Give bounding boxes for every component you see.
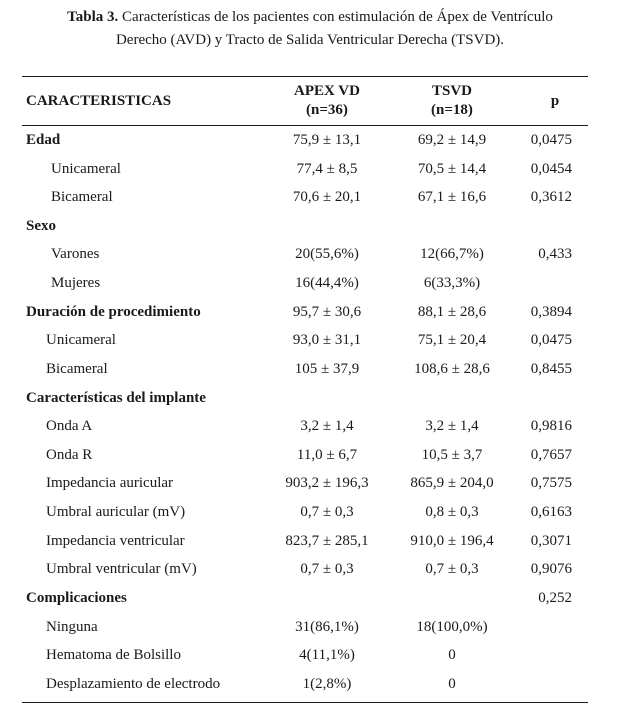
- table-row: [0, 469, 620, 498]
- tsvd-value: 865,9 ± 204,0: [410, 475, 494, 492]
- row-label: Sexo: [26, 217, 56, 234]
- tsvd-value: 3,2 ± 1,4: [425, 418, 479, 435]
- table-caption: [0, 6, 620, 52]
- header-apex-vd: [262, 82, 392, 120]
- caption-line-2: Derecho (AVD) y Tracto de Salida Ventricular Derecha (TSVD).: [115, 32, 505, 48]
- header-apex-vd-title: APEX VD: [294, 83, 360, 99]
- p-value: 0,3612: [530, 189, 572, 206]
- apex-vd-value: 75,9 ± 13,1: [292, 132, 362, 148]
- p-value: 0,3894: [530, 303, 572, 320]
- table-row: [0, 155, 620, 184]
- table-row: [0, 527, 620, 556]
- row-label: Umbral auricular (mV): [46, 504, 186, 521]
- caption-label: Tabla 3.: [67, 9, 119, 25]
- row-label: Impedancia ventricular: [46, 532, 185, 549]
- apex-vd-value: 93,0 ± 31,1: [292, 332, 362, 349]
- apex-vd-value: 77,4 ± 8,5: [296, 160, 358, 177]
- table-row: [0, 584, 620, 613]
- apex-vd-value: 0,7 ± 0,3: [300, 561, 354, 578]
- p-value: 0,7657: [530, 446, 572, 463]
- p-value: 0,6163: [530, 504, 572, 521]
- table-row: [0, 670, 620, 699]
- header-p-value: p: [550, 93, 560, 109]
- p-value: 0,0454: [530, 160, 572, 177]
- table-top-rule: [22, 76, 588, 77]
- table-row: [0, 355, 620, 384]
- tsvd-value: 67,1 ± 16,6: [417, 189, 487, 206]
- table-row: [0, 641, 620, 670]
- row-label: Onda A: [46, 418, 93, 435]
- tsvd-value: 0,7 ± 0,3: [425, 561, 479, 578]
- p-value: 0,0475: [530, 132, 572, 148]
- row-label: Impedancia auricular: [46, 475, 174, 492]
- table-row: [0, 412, 620, 441]
- caption-line-1: [0, 6, 620, 29]
- table-row: [0, 326, 620, 355]
- apex-vd-value: 3,2 ± 1,4: [300, 418, 354, 435]
- apex-vd-value: 903,2 ± 196,3: [285, 475, 369, 492]
- row-label: Bicameral: [51, 189, 113, 206]
- apex-vd-value: 70,6 ± 20,1: [292, 189, 362, 206]
- apex-vd-value: 823,7 ± 285,1: [285, 532, 369, 549]
- header-tsvd-n: (n=18): [431, 102, 473, 118]
- row-label: Onda R: [46, 446, 93, 463]
- header-tsvd-title: TSVD: [431, 83, 472, 99]
- row-label: Unicameral: [51, 160, 121, 177]
- row-label: Características del implante: [26, 389, 206, 406]
- tsvd-value: 0: [448, 675, 456, 692]
- tsvd-value: 0: [448, 647, 456, 664]
- apex-vd-value: 4(11,1%): [299, 647, 355, 664]
- tsvd-value: 75,1 ± 20,4: [417, 332, 487, 349]
- tsvd-value: 10,5 ± 3,7: [421, 446, 483, 463]
- tsvd-value: 18(100,0%): [416, 618, 488, 635]
- table-row: [0, 613, 620, 642]
- apex-vd-value: 1(2,8%): [302, 675, 352, 692]
- p-value: 0,7575: [530, 475, 572, 492]
- header-apex-vd-n: (n=36): [306, 102, 348, 118]
- table-bottom-rule: [22, 702, 588, 703]
- table-row: [0, 298, 620, 327]
- tsvd-value: 108,6 ± 28,6: [414, 360, 490, 377]
- apex-vd-value: 11,0 ± 6,7: [296, 446, 358, 463]
- tsvd-value: 0,8 ± 0,3: [425, 504, 479, 521]
- apex-vd-value: 0,7 ± 0,3: [300, 504, 354, 521]
- row-label: Complicaciones: [26, 589, 127, 606]
- header-tsvd: [387, 82, 517, 120]
- row-label: Desplazamiento de electrodo: [46, 675, 221, 692]
- tsvd-value: 6(33,3%): [423, 275, 481, 292]
- p-value: 0,9076: [530, 561, 572, 578]
- caption-text-1: Características de los pacientes con estimulación de Ápex de Ventrículo: [118, 9, 553, 25]
- table-row: [0, 240, 620, 269]
- table-row: [0, 269, 620, 298]
- apex-vd-value: 31(86,1%): [295, 618, 359, 635]
- row-label: Mujeres: [51, 275, 101, 292]
- apex-vd-value: 20(55,6%): [295, 246, 359, 263]
- apex-vd-value: 95,7 ± 30,6: [292, 303, 362, 320]
- p-value: 0,8455: [530, 360, 572, 377]
- row-label: Umbral ventricular (mV): [46, 561, 197, 578]
- header-characteristics: CARACTERISTICAS: [26, 93, 172, 109]
- tsvd-value: 12(66,7%): [420, 246, 484, 263]
- row-label: Bicameral: [46, 360, 108, 377]
- table-row: [0, 555, 620, 584]
- p-value: 0,433: [538, 246, 572, 263]
- p-value: 0,252: [538, 589, 572, 606]
- p-value: 0,3071: [530, 532, 572, 549]
- p-value: 0,0475: [530, 332, 572, 349]
- row-label: Edad: [26, 132, 61, 148]
- table-row: [0, 384, 620, 413]
- p-value: 0,9816: [530, 418, 572, 435]
- row-label: Hematoma de Bolsillo: [46, 647, 181, 664]
- apex-vd-value: 16(44,4%): [295, 275, 359, 292]
- row-label: Duración de procedimiento: [26, 303, 201, 320]
- table-row: [0, 441, 620, 470]
- table-row: [0, 212, 620, 241]
- tsvd-value: 910,0 ± 196,4: [410, 532, 494, 549]
- row-label: Varones: [51, 246, 100, 263]
- apex-vd-value: 105 ± 37,9: [294, 360, 360, 377]
- table-row: [0, 183, 620, 212]
- table-row: [0, 498, 620, 527]
- tsvd-value: 88,1 ± 28,6: [417, 303, 487, 320]
- row-label: Unicameral: [46, 332, 116, 349]
- tsvd-value: 70,5 ± 14,4: [417, 160, 487, 177]
- table-row: [0, 126, 620, 155]
- row-label: Ninguna: [46, 618, 98, 635]
- tsvd-value: 69,2 ± 14,9: [417, 132, 487, 148]
